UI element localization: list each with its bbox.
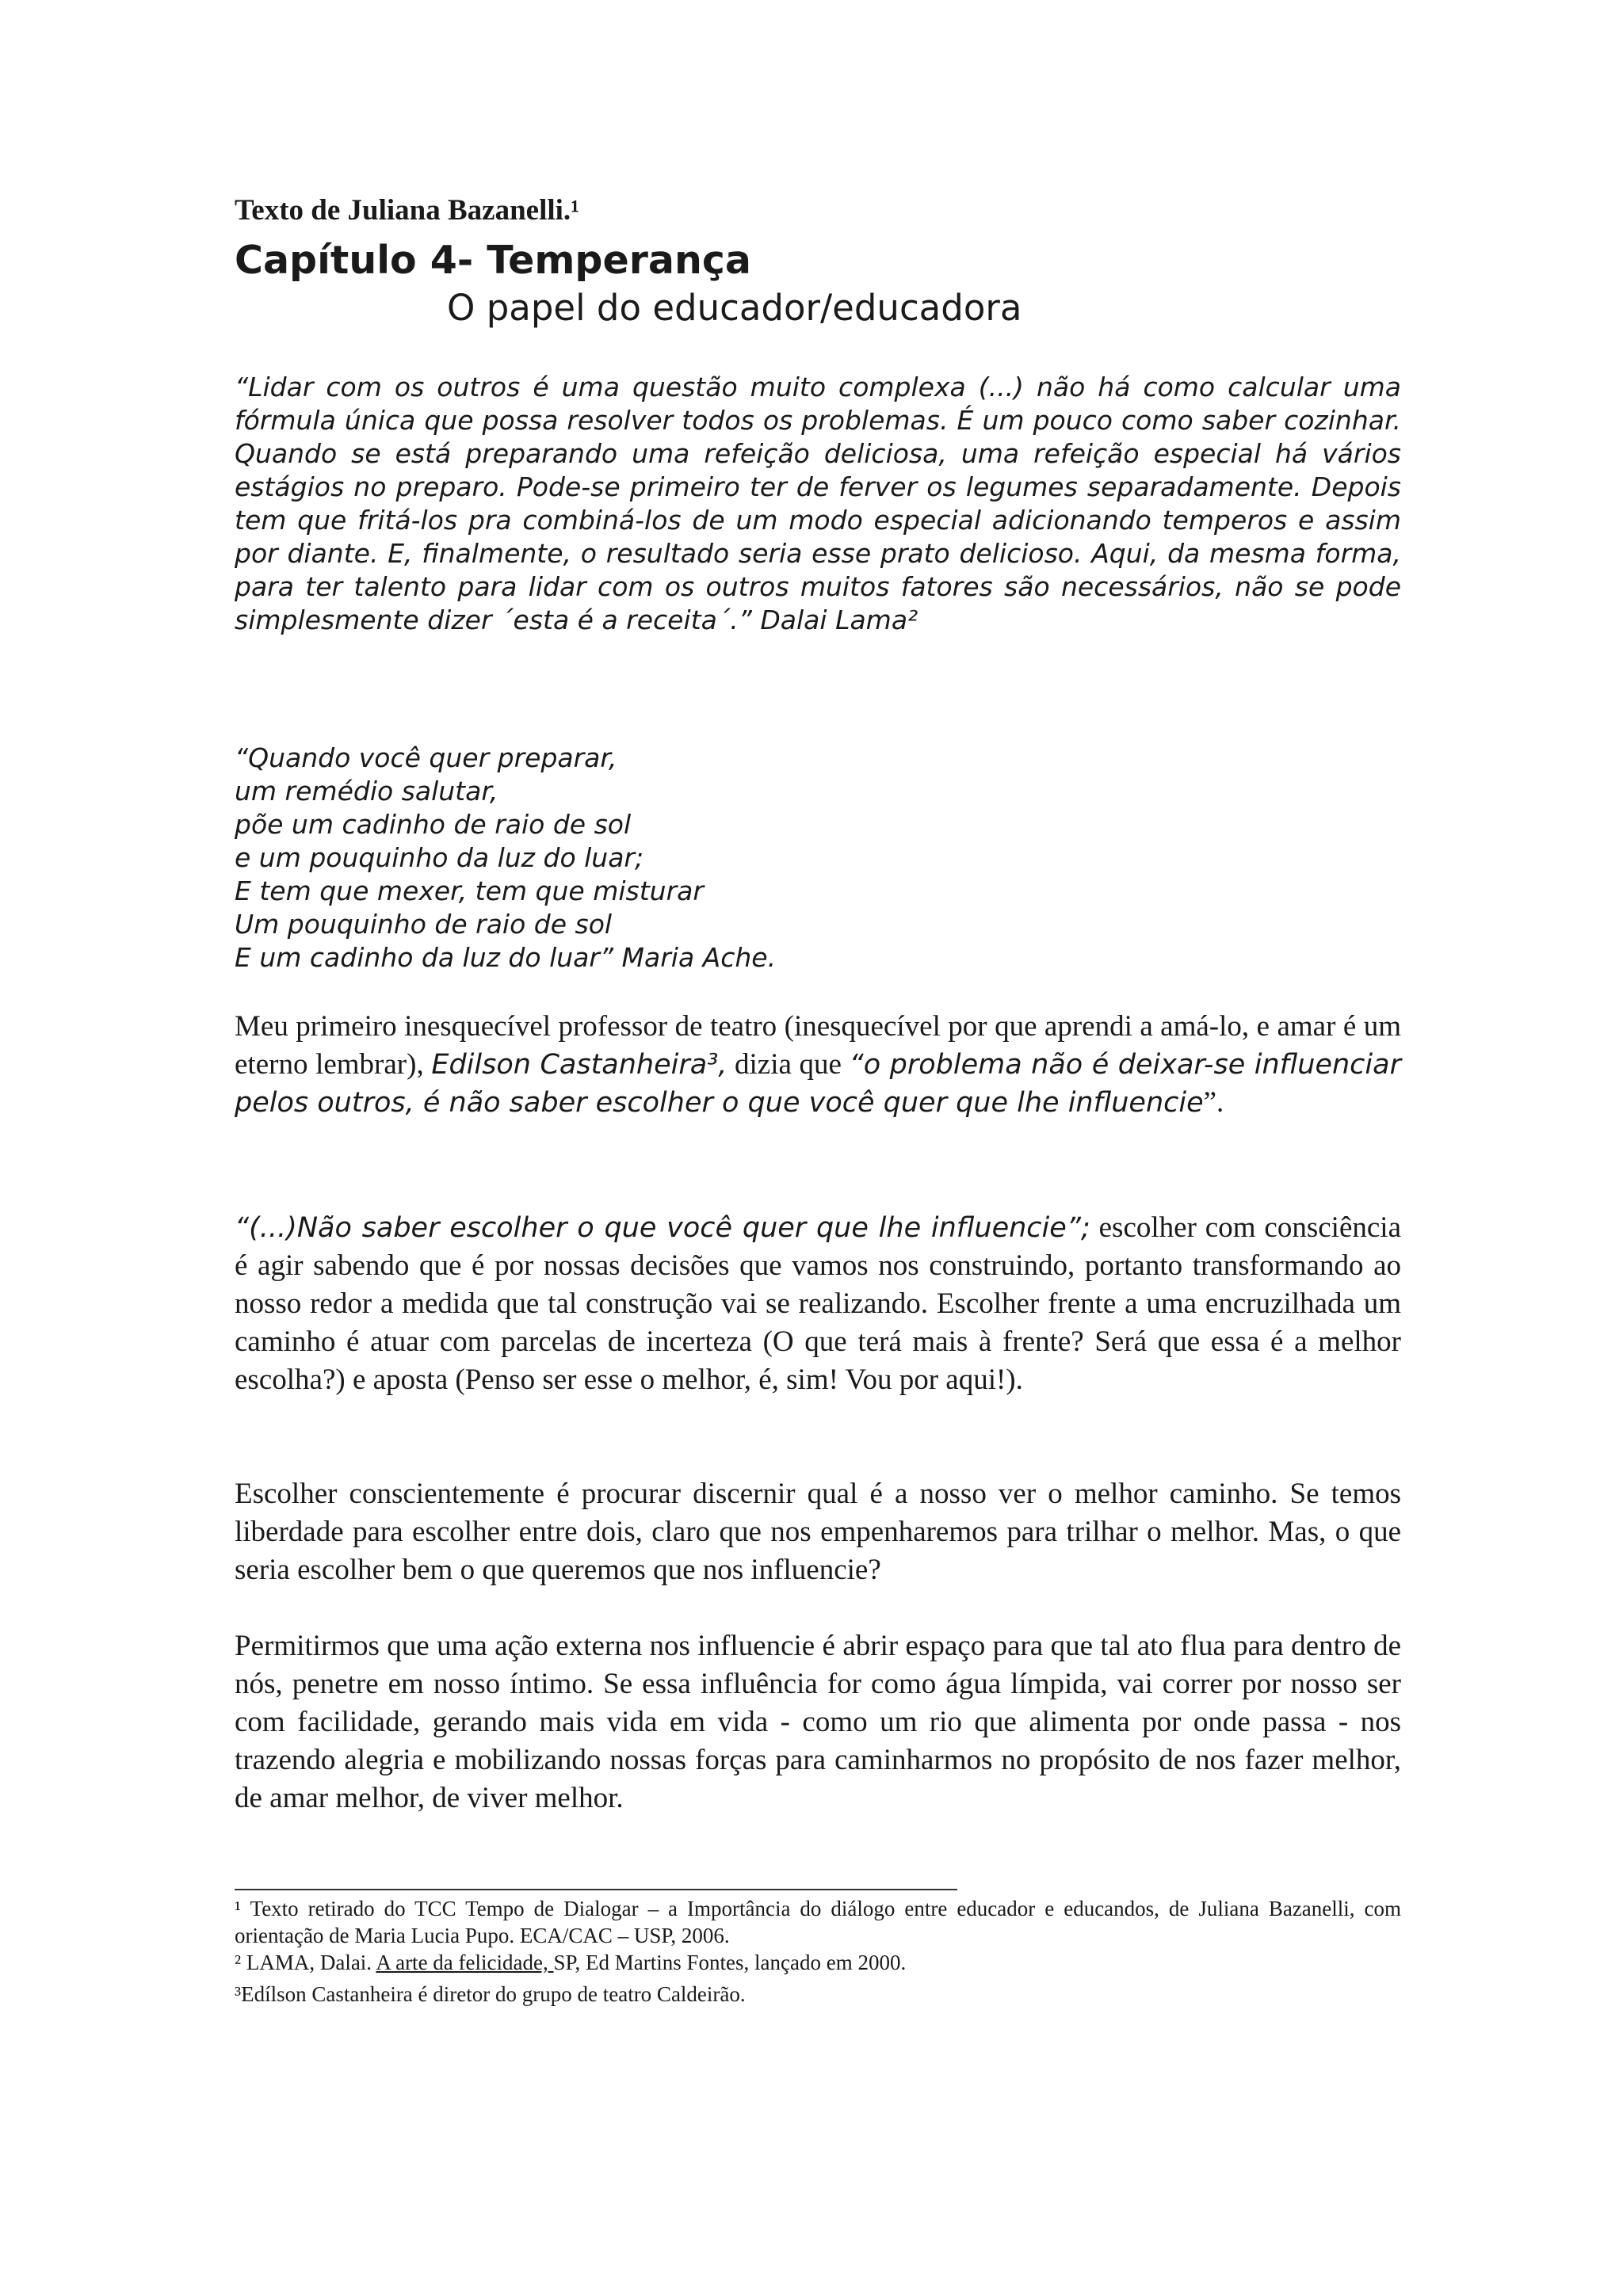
- epigraph-dalai-lama: “Lidar com os outros é uma questão muito complexa (...) não há como calcular uma fórmula única que possa resolver todos os problemas. É um pouco como saber cozinhar. Quando se está preparando uma refeição deliciosa, uma refeição especial há vários estágios no preparo. Pode-se primeiro ter de ferver os legumes separadamente. Depois tem que fritá-los pra combiná-los de um modo especial adicionando temperos e assim por diante. E, finalmente, o resultado seria esse prato delicioso. Aqui, da mesma forma, para ter talento para lidar com os outros muitos fatores são necessários, não se pode simplesmente dizer ´esta é a receita´.” Dalai Lama²: [235, 372, 1401, 635]
- footnote-3: ³Edílson Castanheira é diretor do grupo de teatro Caldeirão.: [235, 1982, 746, 2006]
- poem-line: um remédio salutar,: [235, 776, 498, 807]
- chapter-title: Capítulo 4- Temperança: [235, 238, 751, 283]
- quote-repeat: “(...)Não saber escolher o que você quer que lhe influencie”;: [235, 1212, 1090, 1244]
- footnote-text: SP, Ed Martins Fontes, lançado em 2000.: [553, 1951, 907, 1974]
- paragraph-3: Escolher conscientemente é procurar discernir qual é a nosso ver o melhor caminho. Se temos liberdade para escolher entre dois, claro que nos empenharemos para trilhar o melhor. Mas, o que seria escolher bem o que queremos que nos influencie?: [235, 1478, 1401, 1586]
- poem-line: e um pouquinho da luz do luar;: [235, 842, 644, 873]
- footnote-1: ¹ Texto retirado do TCC Tempo de Dialogar – a Importância do diálogo entre educador e educandos, de Juliana Bazanelli, com orientação de Maria Lucia Pupo. ECA/CAC – USP, 2006.: [235, 1897, 1401, 1947]
- paragraph-4: Permitirmos que uma ação externa nos influencie é abrir espaço para que tal ato flua para dentro de nós, penetre em nosso íntimo. Se essa influência for como água límpida, vai correr por nosso ser com facilidade, gerando mais vida em vida - como um rio que alimenta por onde passa - nos trazendo alegria e mobilizando nossas forças para caminharmos no propósito de nos fazer melhor, de amar melhor, de viver melhor.: [235, 1630, 1401, 1814]
- paragraph-text: Meu primeiro inesquecível professor de teatro (inesquecível por que aprendi a amá-lo, e amar é um eterno lembrar),: [235, 1010, 1401, 1081]
- footnote-separator: [235, 1889, 957, 1890]
- poem-epigraph: [235, 742, 776, 974]
- poem-line: “Quando você quer preparar,: [235, 742, 617, 773]
- poem-line: E tem que mexer, tem que misturar: [235, 875, 704, 906]
- paragraph-text: escolher com consciência é agir sabendo que é por nossas decisões que vamos nos construindo, portanto transformando ao nosso redor a medida que tal construção vai se realizando. Escolher frente a uma encruzilhada um caminho é atuar com parcelas de incerteza (O que terá mais à frente? Será que essa é a melhor escolha?) e aposta (Penso ser esse o melhor, é, sim! Vou por aqui!).: [235, 1211, 1401, 1396]
- footnote-text: ² LAMA, Dalai.: [235, 1951, 376, 1974]
- book-title: A arte da felicidade,: [376, 1951, 554, 1974]
- teacher-name: Edilson Castanheira³,: [431, 1049, 727, 1081]
- footnote-2: [235, 1949, 1401, 1976]
- paragraph-2: [235, 1209, 1401, 1399]
- paragraph-1: [235, 1008, 1401, 1122]
- footnotes: [235, 1895, 1401, 2008]
- author-line: Texto de Juliana Bazanelli.¹: [235, 194, 580, 227]
- poem-line: E um cadinho da luz do luar” Maria Ache.: [235, 942, 777, 973]
- poem-line: põe um cadinho de raio de sol: [235, 809, 632, 840]
- poem-line: Um pouquinho de raio de sol: [235, 909, 613, 940]
- paragraph-text: dizia que: [727, 1048, 850, 1081]
- paragraph-text: ”.: [1203, 1086, 1224, 1119]
- teacher-quote: “o problema não é deixar-se influenciar pelos outros, é não saber escolher o que você quer que lhe influencie: [235, 1049, 1401, 1119]
- chapter-subtitle: O papel do educador/educadora: [447, 287, 1022, 329]
